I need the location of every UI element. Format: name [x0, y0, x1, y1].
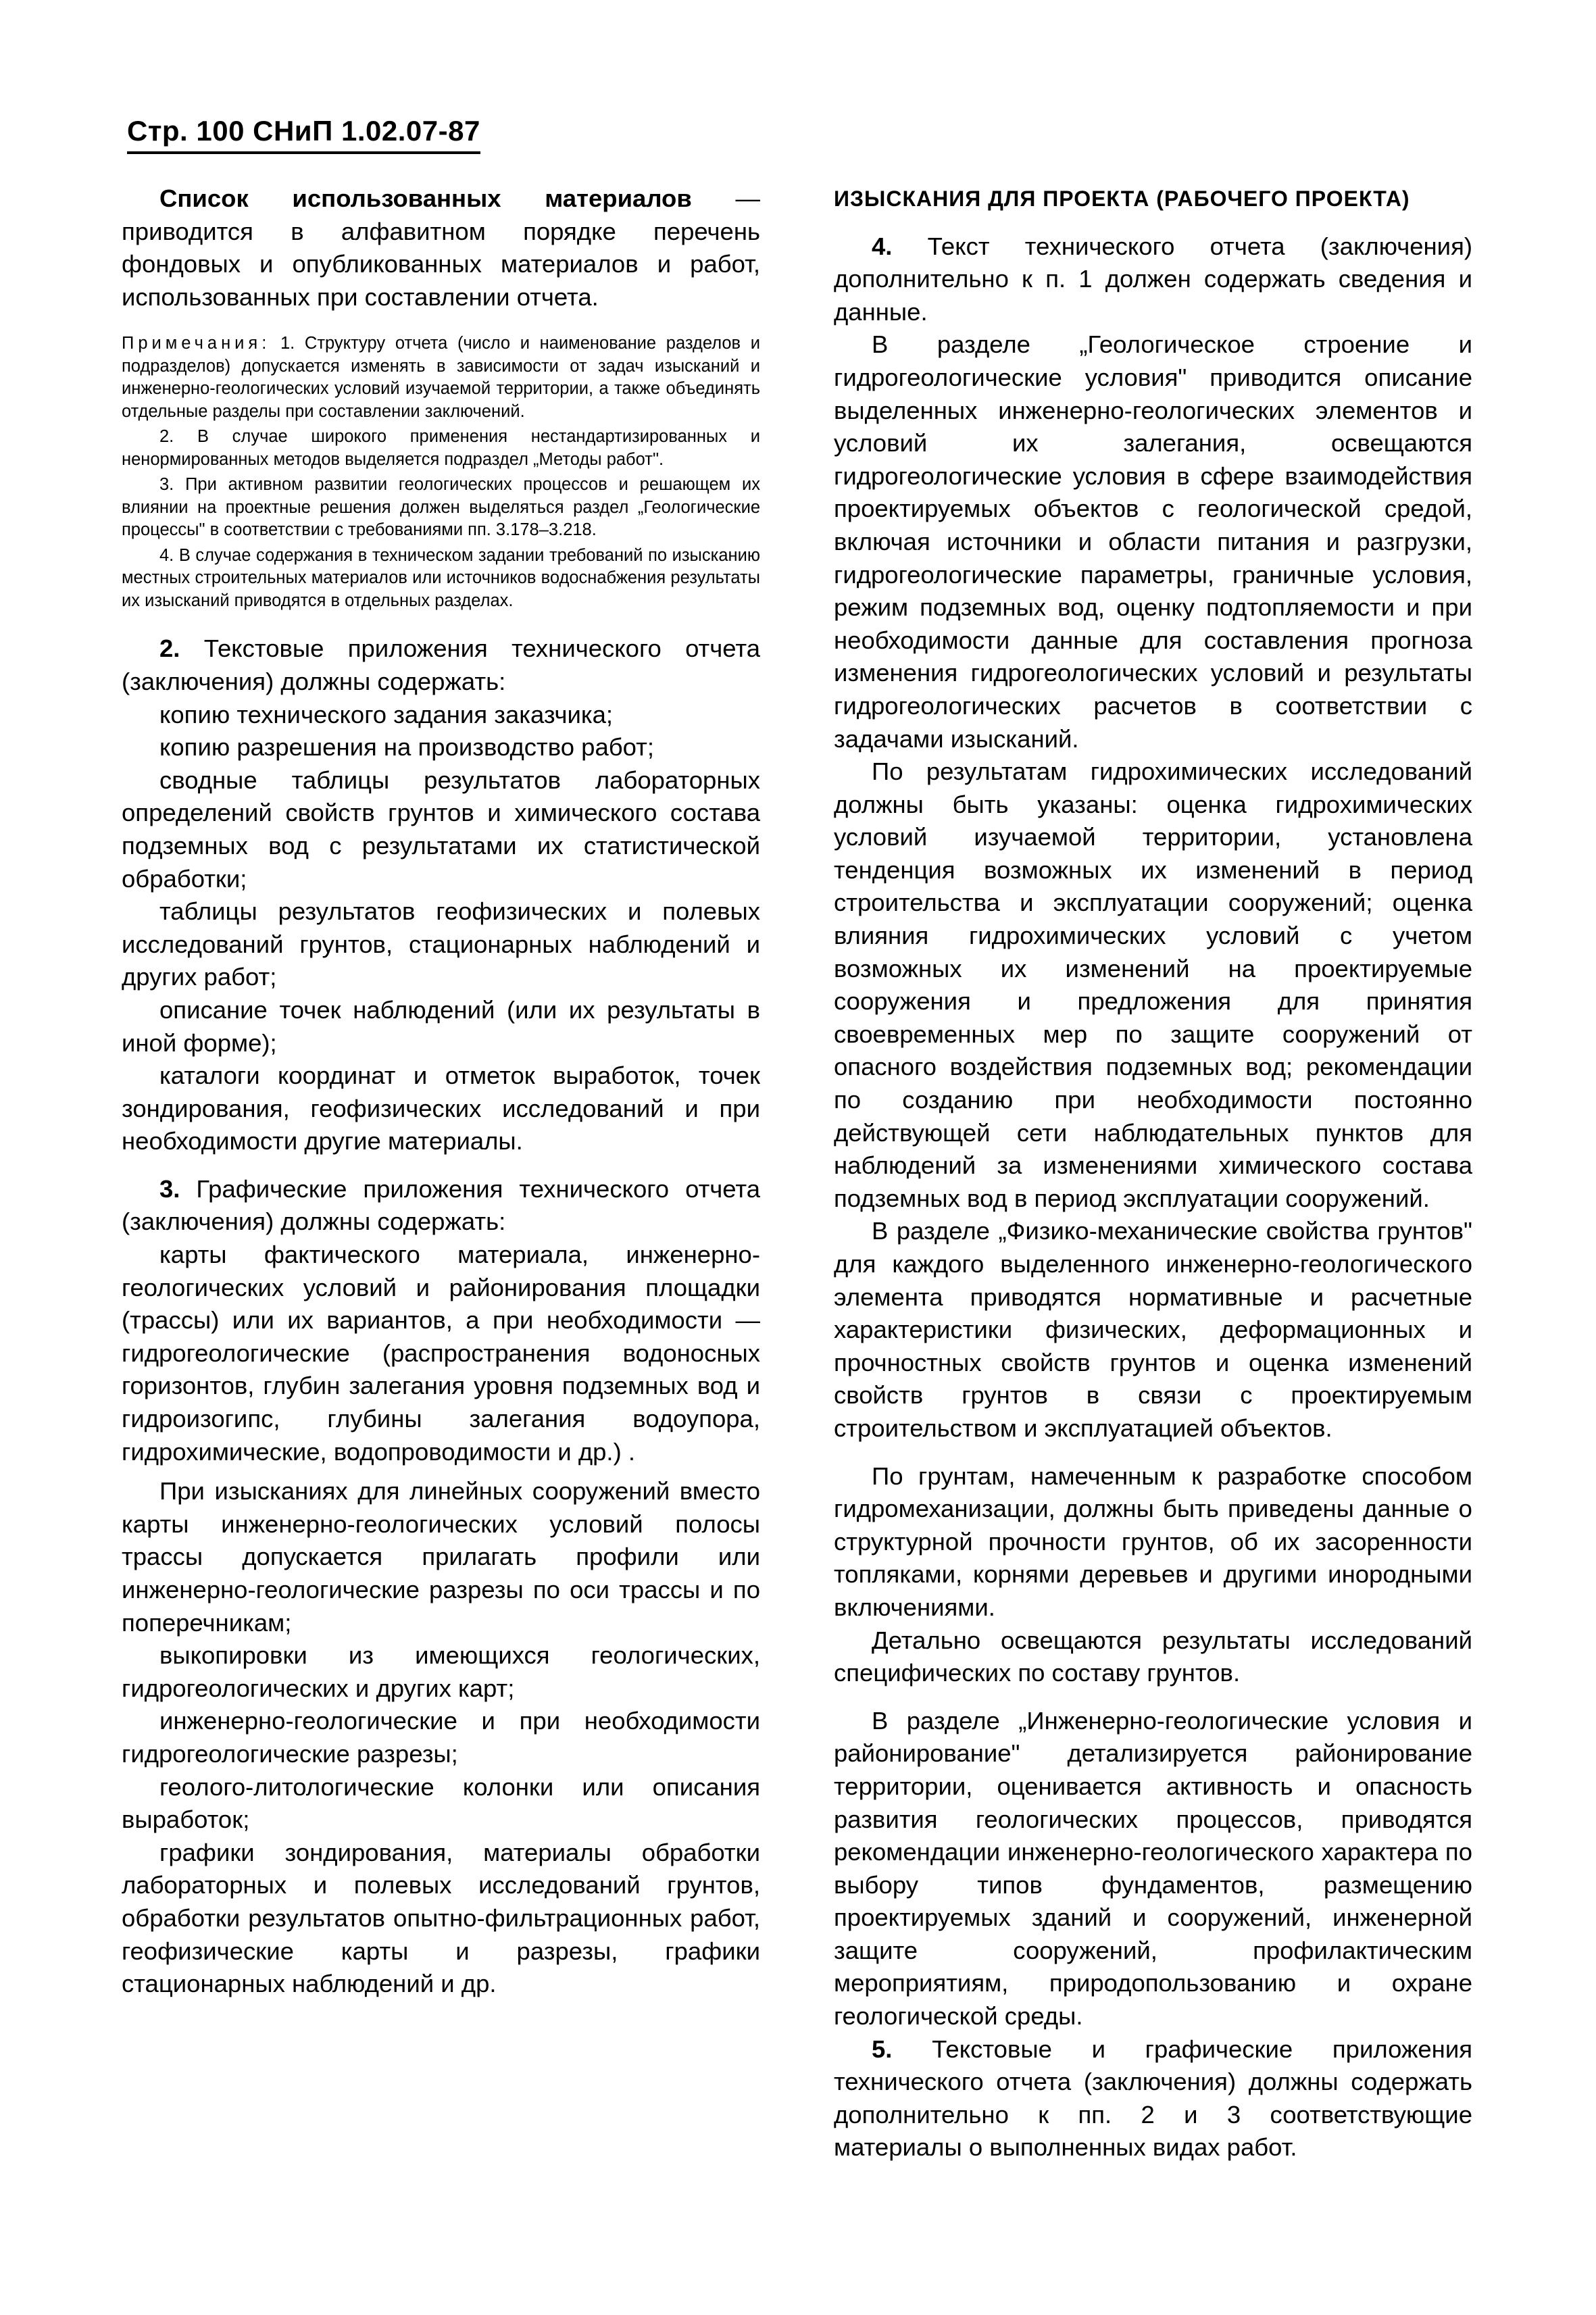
clause-5-text: Текстовые и графические приложения технического отчета (заключения) должны содержать дополнительно к пп. 2 и 3 соответствующие материалы о выполненных видах работ.	[834, 2035, 1472, 2162]
page-number: Стр. 100	[127, 115, 245, 147]
zoning-paragraph: В разделе „Инженерно-геологические условия и районирование" детализируется районирование территории, оценивается активность и опасность развития геологических процессов, приводятся рекомендации инженерно-геологического характера по выбору типов фундаментов, размещению проектируемых зданий и сооружений, инженерной защите сооружений, профилактическим мероприятиям, природопользованию и охране геологической среды.	[834, 1706, 1472, 2031]
left-column	[122, 182, 760, 2001]
note-1	[122, 332, 760, 423]
list-item: описание точек наблюдений (или их результаты в иной форме);	[122, 995, 760, 1057]
list-item: графики зондирования, материалы обработки лабораторных и полевых исследований грунтов, обработки результатов опытно-фильтрационных работ, геофизические карты и разрезы, графики стационарных наблюдений и др.	[122, 1838, 760, 1998]
hydromechanization-paragraph: По грунтам, намеченным к разработке способом гидромеханизации, должны быть приведены данные о структурной прочности грунтов, об их засоренности топляками, корнями деревьев и другими инородными включениями.	[834, 1462, 1472, 1621]
list-item: копию технического задания заказчика;	[159, 700, 614, 728]
clause-5-number: 5.	[872, 2035, 893, 2063]
hydrochemistry-paragraph: По результатам гидрохимических исследований должны быть указаны: оценка гидрохимических условий изучаемой территории, установлена тенденция возможных их изменений в период строительства и эксплуатации сооружений; оценка влияния гидрохимических условий с учетом возможных их изменений на проектируемые сооружения и предложения для принятия своевременных мер по защите сооружений от опасного воздействия подземных вод; рекомендации по созданию при необходимости постоянно действующей сети наблюдательных пунктов для наблюдений за изменениями химического состава подземных вод в период эксплуатации сооружений.	[834, 757, 1472, 1212]
clause-5	[834, 2033, 1472, 2164]
physmech-paragraph: В разделе „Физико-механические свойства грунтов" для каждого выделенного инженерно-геологического элемента приводятся нормативные и расчетные характеристики физических, деформационных и прочностных свойств грунтов и оценка изменений свойств грунтов в связи с проектируемым строительством и эксплуатацией объектов.	[834, 1217, 1472, 1442]
materials-list-text: — приводится в алфавитном порядке перечень фондовых и опубликованных материалов и работ, использованных при составлении отчета.	[122, 184, 760, 311]
notes-block	[122, 332, 760, 612]
clause-3	[122, 1173, 760, 1239]
specific-soils-paragraph: Детально освещаются результаты исследований специфических по составу грунтов.	[834, 1626, 1472, 1687]
section-title: ИЗЫСКАНИЯ ДЛЯ ПРОЕКТА (РАБОЧЕГО ПРОЕКТА)	[834, 186, 1410, 211]
list-item: копию разрешения на производство работ;	[159, 733, 655, 762]
list-item: инженерно-геологические и при необходимости гидрогеологические разрезы;	[122, 1707, 760, 1768]
right-column	[834, 182, 1472, 2164]
note-3: 3. При активном развитии геологических процессов и решающем их влиянии на проектные решения должен выделяться раздел „Геологические процессы" в соответствии с требованиями пп. 3.178–3.218.	[122, 475, 760, 540]
note-1-text: 1. Структуру отчета (число и наименование разделов и подразделов) допускается изменять в зависимости от задач изысканий и инженерно-геологических условий изучаемой территории, а также объединять отдельные разделы при составлении заключений.	[122, 334, 760, 421]
geology-section-paragraph: В разделе „Геологическое строение и гидрогеологические условия" приводится описание выделенных инженерно-геологических элементов и условий их залегания, освещаются гидрогеологические условия в сфере взаимодействия проектируемых объектов с геологической средой, включая источники и области питания и разгрузки, гидрогеологические параметры, граничные условия, режим подземных вод, оценку подтопляемости и при необходимости данные для составления прогноза изменения гидрогеологических условий и результаты гидрогеологических расчетов в соответствии с задачами изысканий.	[834, 330, 1472, 753]
clause-2-number: 2.	[159, 634, 180, 663]
clause-3-text: Графические приложения технического отчета (заключения) должны содержать:	[122, 1174, 760, 1236]
clause-2-text: Текстовые приложения технического отчета (заключения) должны содержать:	[122, 634, 760, 695]
notes-label: Примечания:	[122, 334, 271, 353]
list-item: карты фактического материала, инженерно-геологических условий и районирования площадки (трассы) или их вариантов, а при необходимости — гидрогеологические (распространения водоносных горизонтов, глубин залегания уровня подземных вод и гидроизогипс, глубины залегания водоупора, гидрохимические, водопроводимости и др.) .	[122, 1241, 760, 1466]
list-item: геолого-литологические колонки или описания выработок;	[122, 1772, 760, 1834]
list-item: выкопировки из имеющихся геологических, гидрогеологических и других карт;	[122, 1641, 760, 1702]
note-4: 4. В случае содержания в техническом задании требований по изысканию местных строительных материалов или источников водоснабжения результаты их изысканий приводятся в отдельных разделах.	[122, 545, 760, 610]
linear-structures-paragraph: При изысканиях для линейных сооружений вместо карты инженерно-геологических условий полосы трассы допускается прилагать профили или инженерно-геологические разрезы по оси трассы и по поперечникам;	[122, 1477, 760, 1637]
clause-4-number: 4.	[872, 232, 893, 260]
materials-list-heading: Список использованных материалов	[159, 184, 692, 212]
note-2: 2. В случае широкого применения нестандартизированных и ненормированных методов выделяется подраздел „Методы работ".	[122, 427, 760, 469]
clause-4-text: Текст технического отчета (заключения) дополнительно к п. 1 должен содержать сведения и данные.	[834, 232, 1472, 326]
clause-3-number: 3.	[159, 1174, 180, 1203]
list-item: каталоги координат и отметок выработок, точек зондирования, геофизических исследований и при необходимости другие материалы.	[122, 1062, 760, 1155]
list-item: таблицы результатов геофизических и полевых исследований грунтов, стационарных наблюдений и других работ;	[122, 897, 760, 991]
materials-list-paragraph	[122, 182, 760, 314]
list-item: сводные таблицы результатов лабораторных определений свойств грунтов и химического состава подземных вод с результатами их статистической обработки;	[122, 766, 760, 893]
clause-4	[834, 230, 1472, 329]
document-code: СНиП 1.02.07-87	[253, 115, 480, 147]
clause-2	[122, 632, 760, 698]
page-header	[127, 115, 480, 154]
